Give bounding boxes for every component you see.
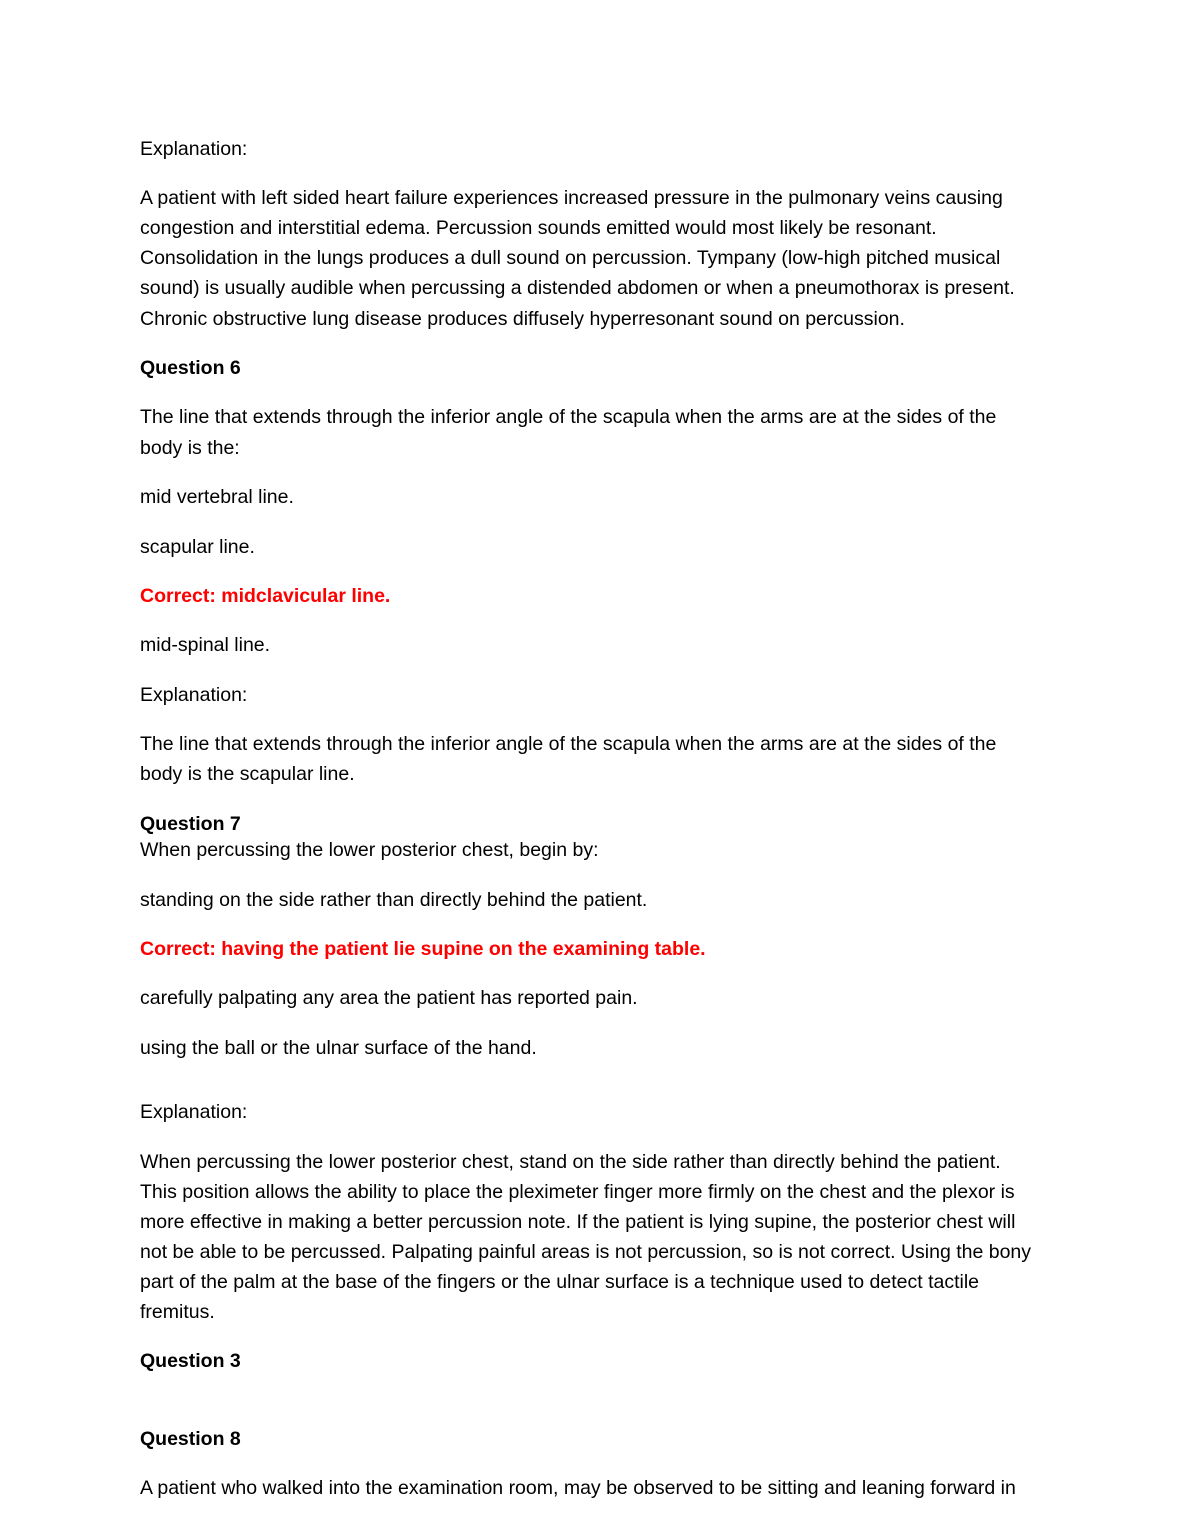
question-prompt-line: A patient who walked into the examination room, may be observed to be sitting and leaning forward in [140, 1477, 1016, 1499]
explanation-text-line: not be able to be percussed. Palpating painful areas is not percussion, so is not correct. Using the bony [140, 1241, 1032, 1263]
question-prompt-line: The line that extends through the inferior angle of the scapula when the arms are at the sides of the [140, 406, 997, 428]
explanation-text-line: Consolidation in the lungs produces a dull sound on percussion. Tympany (low-high pitched musical [140, 247, 1001, 269]
answer-option: mid vertebral line. [140, 486, 294, 508]
explanation-label: Explanation: [140, 138, 248, 160]
explanation-text-line: sound) is usually audible when percussing a distended abdomen or when a pneumothorax is present. [140, 277, 1015, 299]
question-prompt-line: When percussing the lower posterior chest, begin by: [140, 839, 599, 861]
explanation-text-line: fremitus. [140, 1301, 215, 1323]
explanation-text-line: part of the palm at the base of the fingers or the ulnar surface is a technique used to detect tactile [140, 1271, 980, 1293]
answer-option: mid-spinal line. [140, 634, 271, 656]
answer-option: scapular line. [140, 536, 255, 558]
correct-answer-option: Correct: having the patient lie supine on the examining table. [140, 938, 706, 960]
explanation-text-line: Chronic obstructive lung disease produces diffusely hyperresonant sound on percussion. [140, 308, 905, 330]
explanation-text-line: more effective in making a better percussion note. If the patient is lying supine, the posterior chest will [140, 1211, 1016, 1233]
question-heading: Question 3 [140, 1350, 241, 1372]
explanation-label: Explanation: [140, 684, 248, 706]
question-heading: Question 8 [140, 1428, 241, 1450]
explanation-text-line: When percussing the lower posterior chest, stand on the side rather than directly behind the patient. [140, 1151, 1001, 1173]
question-prompt-line: body is the: [140, 437, 240, 459]
explanation-text-line: A patient with left sided heart failure experiences increased pressure in the pulmonary veins causing [140, 187, 1003, 209]
explanation-text-line: This position allows the ability to place the pleximeter finger more firmly on the chest and the plexor is [140, 1181, 1015, 1203]
explanation-text-line: congestion and interstitial edema. Percussion sounds emitted would most likely be resonant. [140, 217, 937, 239]
answer-option: standing on the side rather than directly behind the patient. [140, 889, 648, 911]
explanation-text-line: body is the scapular line. [140, 763, 355, 785]
answer-option: using the ball or the ulnar surface of the hand. [140, 1037, 537, 1059]
question-heading: Question 7 [140, 813, 241, 835]
explanation-label: Explanation: [140, 1101, 248, 1123]
question-heading: Question 6 [140, 357, 241, 379]
explanation-text-line: The line that extends through the inferior angle of the scapula when the arms are at the sides of the [140, 733, 997, 755]
correct-answer-option: Correct: midclavicular line. [140, 585, 391, 607]
answer-option: carefully palpating any area the patient has reported pain. [140, 987, 638, 1009]
